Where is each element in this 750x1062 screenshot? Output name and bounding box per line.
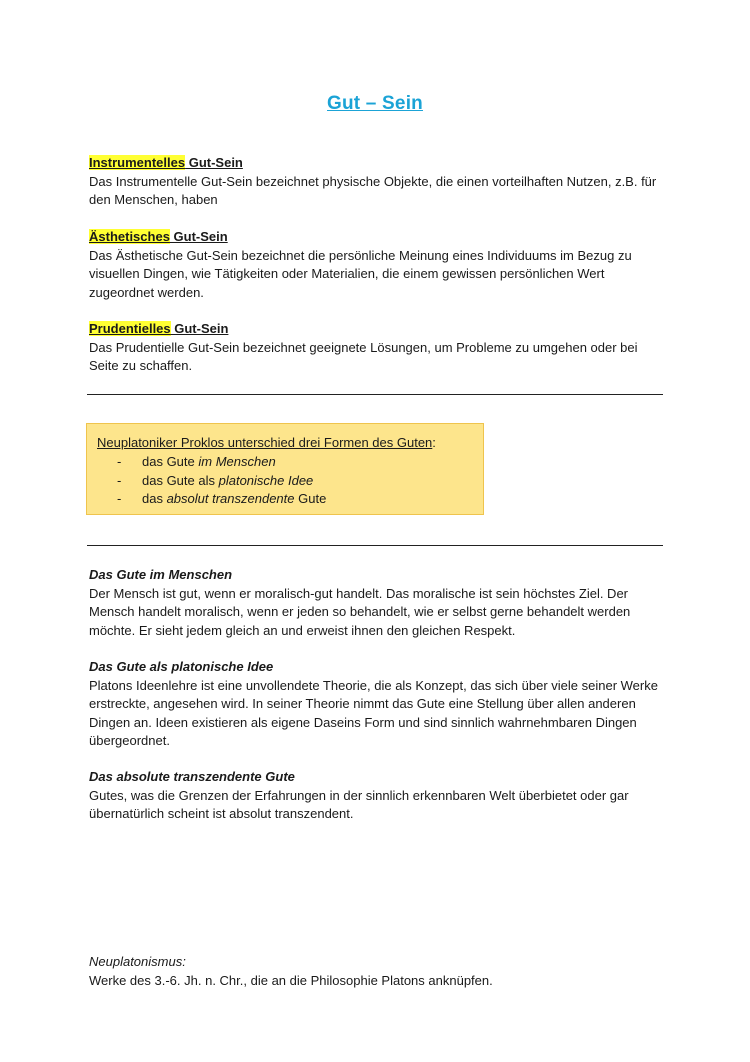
form-platonische-idee	[89, 658, 669, 751]
section-heading	[89, 154, 669, 173]
footnote-text: Werke des 3.-6. Jh. n. Chr., die an die Philosophie Platons anknüpfen.	[89, 972, 493, 988]
box-heading: Neuplatoniker Proklos unterschied drei Formen des Guten:	[97, 435, 436, 450]
section-body: Das Ästhetische Gut-Sein bezeichnet die persönliche Meinung eines Individuums im Bezug zu visuellen Dingen, wie Tätigkeiten oder Materialien, die einem gewissen persönlichen Wert zugeordnet werden.	[89, 247, 632, 300]
form-heading: Das Gute im Menschen	[89, 567, 233, 582]
dash-bullet: -	[117, 491, 122, 506]
dash-bullet: -	[117, 454, 122, 469]
dash-bullet: -	[117, 472, 122, 488]
heading-highlight: Prudentielles	[89, 321, 171, 336]
heading-highlight: Instrumentelles	[89, 155, 186, 170]
section-prudentielles	[89, 320, 669, 376]
page-title: Gut – Sein	[327, 93, 423, 114]
box-heading-colon: :	[432, 435, 436, 450]
section-body: Das Instrumentelle Gut-Sein bezeichnet physische Objekte, die einen vorteilhaften Nutzen, z.B. für den Menschen, haben	[89, 173, 657, 207]
form-body: Gutes, was die Grenzen der Erfahrungen in der sinnlich erkennbaren Welt überbietet oder gar übernatürlich scheint ist absolut transzendent.	[89, 787, 629, 821]
heading-rest: Gut-Sein	[185, 155, 243, 170]
heading-rest: Gut-Sein	[169, 229, 228, 244]
footnote-term: Neuplatonismus:	[89, 954, 186, 969]
forms-list	[97, 453, 326, 509]
form-absolut-transzendent	[89, 768, 669, 824]
section-body: Das Prudentielle Gut-Sein bezeichnet geeignete Lösungen, um Probleme zu umgehen oder bei Seite zu schaffen.	[89, 339, 638, 373]
form-im-menschen	[89, 566, 669, 640]
form-heading: Das absolute transzendente Gute	[89, 769, 295, 784]
form-body: Platons Ideenlehre ist eine unvollendete Theorie, die als Konzept, das sich über viele seiner Werke erstreckte, angesehen wird. In seiner Theorie nimmt das Gute eine Stellung über allen anderen Dingen an. Ideen existieren als eigene Daseins Form und sind sinnlich wahrnehmbaren Dingen übergeordnet.	[89, 677, 658, 748]
horizontal-rule	[87, 545, 663, 546]
footnote	[89, 953, 669, 990]
horizontal-rule	[87, 394, 663, 395]
list-item: - das Gute als platonische Idee	[97, 472, 326, 491]
form-body: Der Mensch ist gut, wenn er moralisch-gut handelt. Das moralische ist sein höchstes Ziel. Der Mensch handelt moralisch, wenn er jeden so behandelt, wie er selbst gerne behandelt werden möchte. Er sieht jedem gleich an und erweist ihnen den gleichen Respekt.	[89, 585, 631, 638]
section-instrumentelles	[89, 154, 669, 210]
heading-highlight: Ästhetisches	[89, 229, 170, 244]
list-item: - das absolut transzendente Gute	[97, 490, 326, 509]
section-heading	[89, 320, 669, 339]
form-heading: Das Gute als platonische Idee	[89, 659, 274, 674]
heading-rest: Gut-Sein	[170, 321, 229, 336]
proklos-box	[86, 423, 484, 515]
list-item: - das Gute im Menschen	[97, 453, 326, 472]
section-aesthetisches	[89, 228, 669, 302]
section-heading	[89, 228, 669, 247]
